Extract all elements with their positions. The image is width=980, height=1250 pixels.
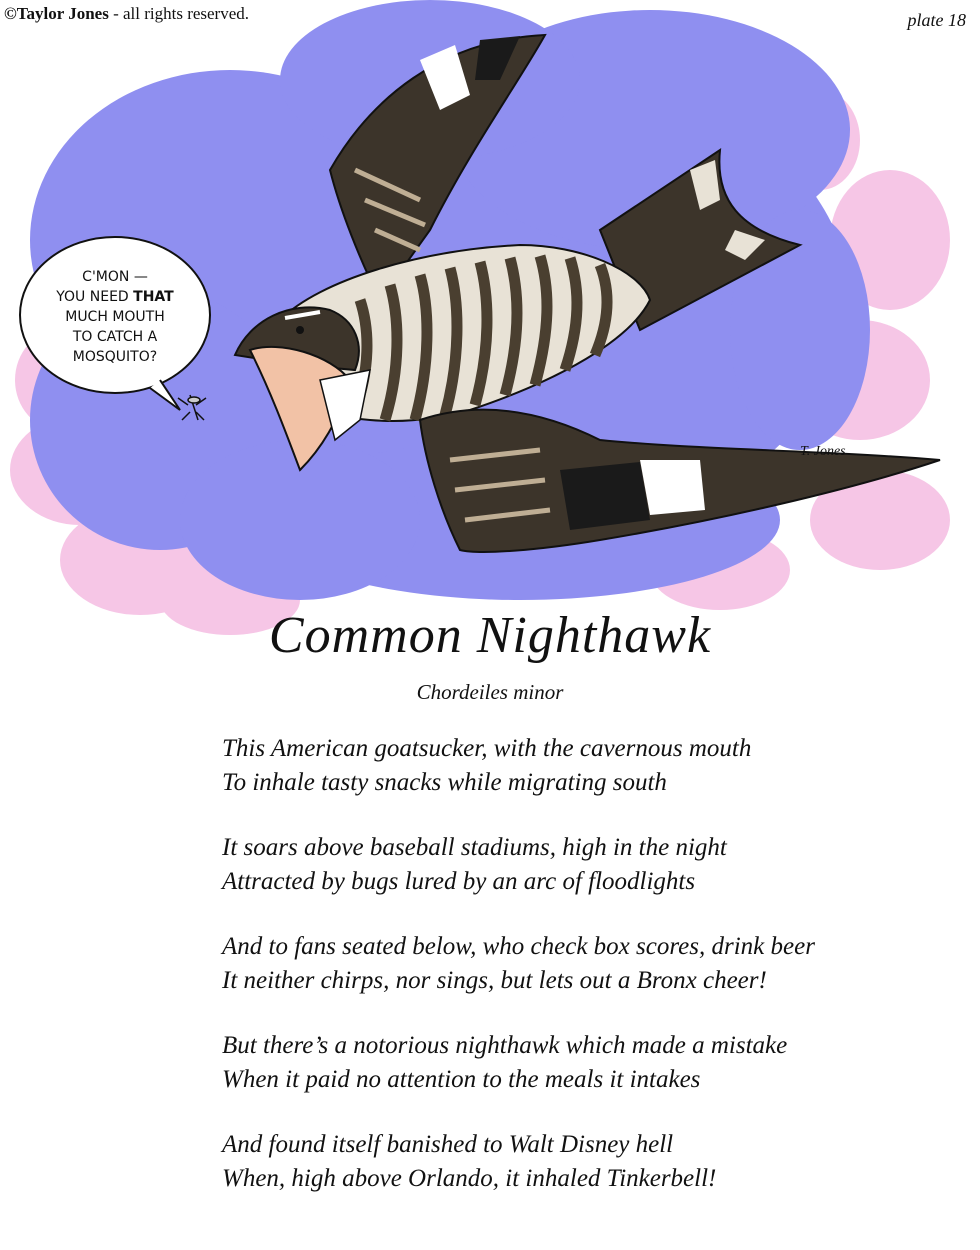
latin-name: Chordeiles minor	[416, 680, 564, 704]
bubble-line-1: C'MON —	[82, 269, 148, 285]
poem-line: It neither chirps, nor sings, but lets out a Bronx cheer!	[222, 966, 767, 994]
bubble-line-3: MUCH MOUTH	[65, 309, 165, 325]
poem-stanza-4	[222, 1029, 922, 1096]
poem-line: But there’s a notorious nighthawk which made a mistake	[222, 1032, 788, 1059]
poem-stanza-1	[222, 732, 922, 799]
poem-line: And found itself banished to Walt Disney hell	[222, 1131, 674, 1158]
poem-line: When it paid no attention to the meals it intakes	[222, 1065, 701, 1093]
poem-line: And to fans seated below, who check box scores, drink beer	[222, 933, 815, 960]
poem	[222, 732, 922, 1227]
copyright-name: ©Taylor Jones	[4, 4, 109, 23]
poem-stanza-3	[222, 930, 922, 997]
artist-signature: T. Jones	[800, 444, 846, 459]
poem-stanza-2	[222, 831, 922, 898]
bubble-line-2a: YOU NEED	[56, 289, 134, 305]
poem-line: It soars above baseball stadiums, high in the night	[222, 834, 727, 861]
page-title: Common Nighthawk	[268, 607, 712, 664]
bubble-line-2b: THAT	[133, 289, 174, 305]
plate-number: plate 18	[907, 10, 966, 30]
bubble-line-4: TO CATCH A	[72, 329, 158, 345]
poem-line: Attracted by bugs lured by an arc of floodlights	[222, 867, 696, 895]
poem-stanza-5	[222, 1128, 922, 1195]
bubble-line-5: MOSQUITO?	[72, 349, 158, 365]
copyright-text: - all rights reserved.	[108, 4, 250, 23]
bubble-line-2	[55, 289, 174, 305]
poem-line: To inhale tasty snacks while migrating south	[222, 768, 667, 796]
poem-line: This American goatsucker, with the cavernous mouth	[222, 735, 752, 762]
poem-line: When, high above Orlando, it inhaled Tinkerbell!	[222, 1164, 717, 1192]
